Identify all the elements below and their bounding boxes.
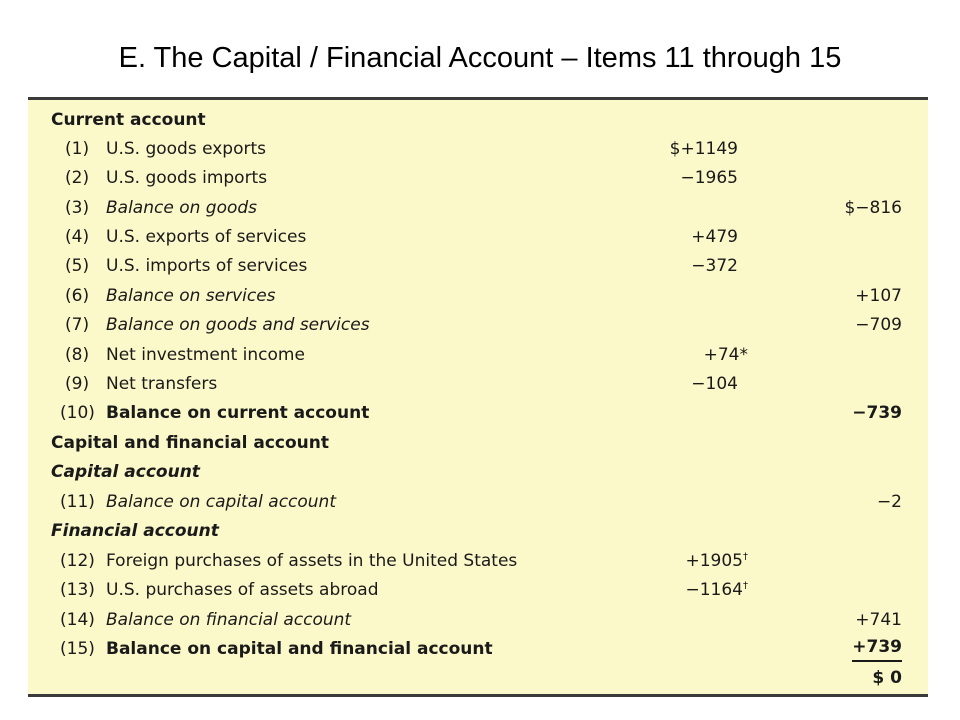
slide-title: E. The Capital / Financial Account – Items 11 through 15 [118,42,842,74]
table-row [28,341,928,370]
dagger-mark: † [743,580,748,592]
dagger-mark: † [743,551,748,563]
table-row [28,311,928,340]
row-number: (14) [60,610,95,630]
row-balance: −2 [876,492,902,512]
row-number: (8) [65,345,90,365]
row-value: −1164† [685,580,748,600]
row-value: −1965 [680,168,738,188]
capital-account-heading: Capital account [51,462,200,482]
row-number: (5) [65,256,90,276]
row-value: −372 [691,256,738,276]
table-row [28,252,928,281]
row-label: Balance on capital account [106,492,336,512]
section-heading [28,458,928,487]
section-heading [28,429,928,458]
row-balance: +739 [852,635,902,662]
row-number: (9) [65,374,90,394]
row-label: Balance on capital and financial account [106,639,493,659]
table-row [28,135,928,164]
table-row [28,399,928,428]
row-number: (10) [60,403,95,423]
row-number: (1) [65,139,90,159]
table-row [28,488,928,517]
row-balance: −709 [855,315,902,335]
row-label: U.S. purchases of assets abroad [106,580,379,600]
row-balance: +741 [855,610,902,630]
row-number: (4) [65,227,90,247]
row-value: $+1149 [669,139,738,159]
row-value: −104 [691,374,738,394]
row-label: U.S. exports of services [106,227,307,247]
total-value: $ 0 [872,668,902,688]
table-row [28,606,928,635]
current-account-heading: Current account [51,110,206,130]
row-label: Balance on goods [106,198,258,218]
row-balance: −739 [852,403,902,423]
total-row [28,664,928,693]
row-value: +1905† [685,551,748,571]
row-label: Foreign purchases of assets in the United States [106,551,518,571]
row-number: (11) [60,492,95,512]
row-label: U.S. goods exports [106,139,267,159]
section-heading [28,517,928,546]
row-value: +74* [703,345,748,365]
table-row [28,164,928,193]
row-number: (7) [65,315,90,335]
row-number: (15) [60,639,95,659]
section-heading [28,106,928,135]
row-label: U.S. imports of services [106,256,308,276]
table-row [28,547,928,576]
row-value: +479 [691,227,738,247]
balance-of-payments-table [28,97,928,697]
row-balance: $−816 [844,198,902,218]
table-row [28,635,928,664]
row-label: Balance on services [106,286,276,306]
financial-account-heading: Financial account [51,521,219,541]
table-row [28,576,928,605]
table-row [28,194,928,223]
row-label: Balance on goods and services [106,315,370,335]
table-row [28,282,928,311]
row-label: Balance on current account [106,403,370,423]
row-number: (3) [65,198,90,218]
row-balance: +107 [855,286,902,306]
row-label: Balance on financial account [106,610,352,630]
row-number: (12) [60,551,95,571]
row-label: U.S. goods imports [106,168,268,188]
row-number: (6) [65,286,90,306]
capital-financial-heading: Capital and financial account [51,433,329,453]
row-label: Net transfers [106,374,218,394]
row-number: (13) [60,580,95,600]
table-row [28,370,928,399]
table-row [28,223,928,252]
row-number: (2) [65,168,90,188]
row-label: Net investment income [106,345,305,365]
